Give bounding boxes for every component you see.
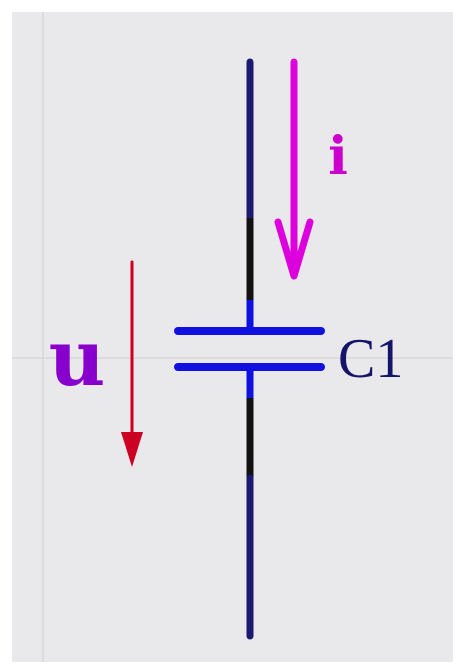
voltage-label: u xyxy=(48,313,106,404)
voltage-arrow xyxy=(121,262,143,467)
current-label: i xyxy=(328,126,348,187)
component-label: C1 xyxy=(338,328,404,390)
current-arrow xyxy=(278,62,310,276)
